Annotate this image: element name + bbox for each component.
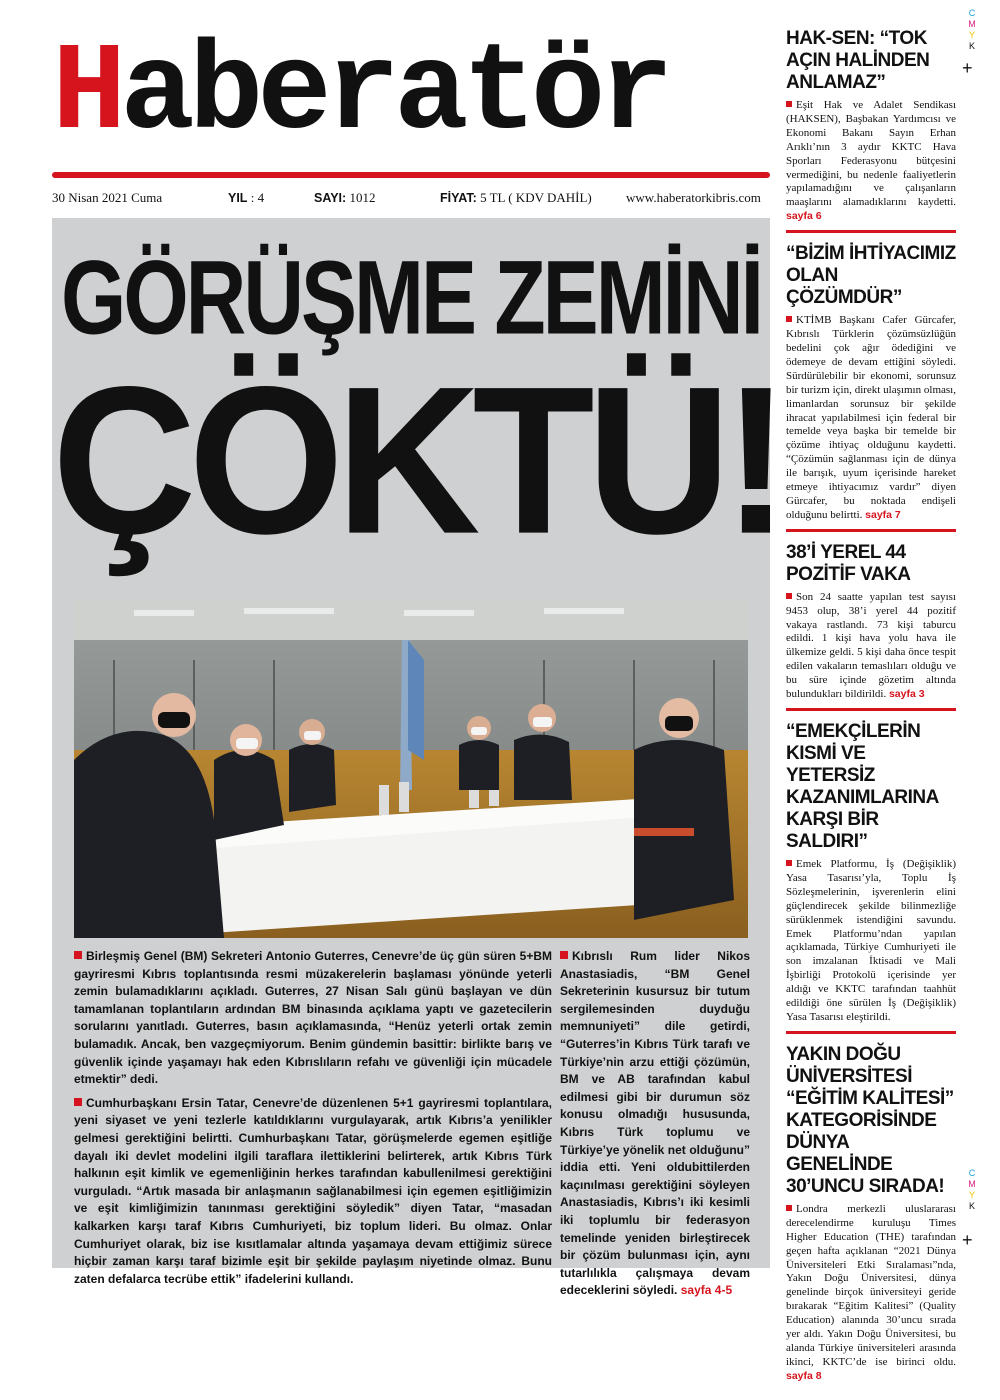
sidebar-story-neu — [786, 1044, 956, 1390]
lead-story — [52, 218, 782, 1298]
lead-paragraph-1: Birleşmiş Genel (BM) Sekreteri Antonio Guterres, Cenevre’de üç gün süren 5+BM gayriresmi Kıbrıs toplantısında resmi müzakerelerin başlaması yönünde yeterli zemin bulamadıklarını açıkladı. Guterres, 27 Nisan Salı günü başlayan ve dün tamamlanan toplantıların ardından BM binasında açıklama yaptı ve gazetecilerin sorularını yanıtladı. Guterres, basın açıklamasında, “Henüz yeterli ortak zemin bulamadık. Ancak, ben vazgeçmiyorum. Benim gündemin basittir: birlikte barış ve güvenlik içinde yaşamayı hak eden Kıbrıslıların refahı ve güvenliği için mücadele etmektir” dedi. — [74, 949, 552, 1087]
cmyk-mark-top: C M Y K — [968, 8, 976, 51]
website-link[interactable]: www.haberatorkibris.com — [626, 190, 761, 205]
lead-article-left — [74, 948, 552, 1294]
bullet-square-icon — [74, 951, 82, 959]
story-body: Emek Platformu, İş (Değişiklik) Yasa Tasarısı’yla, Toplu İş Sözleşmelerinin, işverenlerin elini güçlendirecek şekilde bilinmezliğe sürüklenmek istendiğini savundu. Emek Platformu’ndan yapılan açıklamada, Türkiye Cumhuriyeti ile son imzalanan İktisadi ve Mali İşbirliği Protokolü içerisinde yer aldığı ve KKTC tarafından taahhüt edildiği öne sürülen İş (Değişiklik) Yasa Tasarısı eleştirildi. — [786, 858, 956, 1023]
headline-line-1: GÖRÜŞME ZEMİNİ — [60, 238, 761, 356]
bullet-square-icon — [786, 593, 792, 599]
cmyk-mark-bottom: C M Y K — [968, 1168, 976, 1211]
story-title: “BİZİM İHTİYACIMIZ OLAN ÇÖZÜMDÜR” — [786, 243, 956, 309]
story-body: Eşit Hak ve Adalet Sendikası (HAKSEN), Başbakan Yardımcısı ve Ekonomi Bakanı Sayın Erhan Arıklı’nın 3 aydır KKTC Hava Sporları Federasyonu bütçesini vermediğini, bu nedenle faaliyetlerin yapılamadığını ve çalışanların maaşlarını alamadıklarını kaydetti. sayfa 6 — [786, 99, 956, 223]
story-title: 38’İ YEREL 44 POZİTİF VAKA — [786, 541, 911, 585]
issue-info-bar — [52, 190, 770, 208]
story-title: YAKIN DOĞU ÜNİVERSİTESİ “EĞİTİM KALİTESİ” KATEGORİSİNDE DÜNYA GENELİNDE 30’UNCU SIRADA! — [786, 1043, 954, 1197]
story-body: KTİMB Başkanı Cafer Gürcafer, Kıbrıslı Türklerin çözümsüzlüğün bedelini çok ağır ödediğini ve ödemeye de devam ettiğini söyledi. Sürdürülebilir bir ekonomi, sorunsuz bir turizm için, direkt ulaşımın olması, limanlardan sorunsuz bir şekilde ihracat yapılabilmesi için federal bir temelde veya başka bir temelde bir çözüme ihtiyaç olduğunu kaydetti. “Çözümün sağlanması için de dünya ile barışık, uyum içerisinde hareket etmeye ihtiyacımız vardır” diyen Gürcafer, bu noktada endişeli olduğunu belirtti. sayfa 7 — [786, 314, 956, 521]
sidebar-story-covid — [786, 542, 956, 711]
masthead — [52, 14, 770, 184]
bullet-square-icon — [786, 101, 792, 107]
bullet-square-icon — [786, 1205, 792, 1211]
story-title: HAK-SEN: “TOK AÇIN HALİNDEN ANLAMAZ” — [786, 28, 930, 93]
page-reference[interactable]: sayfa 3 — [888, 688, 925, 701]
registration-cross-icon: + — [962, 1230, 973, 1250]
logo-first-letter: H — [52, 25, 121, 165]
lead-paragraph-3: Kıbrıslı Rum lider Nikos Anastasiadis, “BM Genel Sekreterinin kusursuz bir tutum sergilemesinden duyduğu memnuniyeti” dile getirdi, “Guterres’in Kıbrıs Türk tarafı ve Türkiye’nin arzu ettiği çözümün, BM ve AB tarafından kabul edilmesi gibi bir durumun söz konusu olmadığı hususunda, Kıbrıs Türk toplumu ve Türkiye’ye yönelik net olduğunu” iddia etti. Yeni oldubittilerden kaçınılması gerektiğini söyleyen Anastasiadis, Kıbrıs’ı iki kesimli iki toplumlu bir federasyon temelinde yeniden birleştirecek bir çözüm bulunması için, aynı tutarlılıkla çalışmaya devam edeceklerini söyledi. sayfa 4-5 — [560, 949, 750, 1298]
lead-paragraph-2: Cumhurbaşkanı Ersin Tatar, Cenevre’de düzenlenen 5+1 gayriresmi toplantılara, yeni siyaset ve yeni tezlerle katıldıklarını vurgulayarak, artık Kıbrıs’a yenilikler gelmesi gerektiğini belirtti. Cumhurbaşkanı Tatar, görüşmelerde egemen eşitliğe dayalı iki devlet modelini ilgili taraflara ilettiklerini belirterek, artık Kıbrıs Türk halkının eşit kimlik ve egemenliğinin herkes tarafından kabullenilmesi gerektiğini vurguladı. “Artık masada bir anlaşmanın sağlanabilmesi için egemen eşitliğimizin ve eşit kimliğimizin tanınması gerektiğini söyledik” diyen Tatar, “masadan kalkarken karşı taraf Kıbrıs Cumhuriyeti, biz toplum lideri. Bu olmaz. Onlar Cumhuriyet olarak, biz ise kısıtlamalar altında yaşamaya devam ettiğimiz sürece hiçbir zaman karşı taraf bizimle eşit bir şekilde paylaşım niyetinde olmaz. Bunu zaten defalarca tecrübe ettik” ifadelerini kullandı. — [74, 1095, 552, 1286]
sidebar-story-ktimb — [786, 243, 956, 532]
story-body: Londra merkezli uluslararası derecelendirme kuruluşu Times Higher Education (THE) tarafından geçen hafta açıklanan “2021 Dünya Üniversiteleri Etki Sıralaması”nda, Yakın Doğu Üniversitesi, dünya genelinde birçok üniversiteyi geride bırakarak “Eğitim Kalitesi” (Quality Education) alanında 30’uncu sırada yer aldı. Yakın Doğu Üniversitesi, bu alanda Türkiye üniversiteleri arasında ikinci, KKTC’de ise birinci oldu. sayfa 8 — [786, 1202, 956, 1382]
story-title: “EMEKÇİLERİN KISMİ VE YETERSİZ KAZANIMLARINA KARŞI BİR SALDIRI” — [786, 721, 939, 852]
sidebar-story-emek — [786, 721, 956, 1034]
page-reference[interactable]: sayfa 8 — [786, 1369, 822, 1382]
page-reference[interactable]: sayfa 7 — [865, 508, 901, 521]
registration-cross-icon: + — [962, 58, 973, 78]
logo-underline — [52, 172, 770, 178]
page-reference[interactable]: sayfa 4-5 — [680, 1283, 733, 1298]
issue-date: 30 Nisan 2021 Cuma — [52, 190, 163, 205]
lead-article-right — [560, 948, 750, 1306]
meeting-photo — [74, 600, 748, 938]
bullet-square-icon — [560, 951, 568, 959]
bullet-square-icon — [786, 860, 792, 866]
logo-rest: aberatör — [120, 25, 668, 165]
issue-number: SAYI: 1012 — [314, 190, 376, 205]
bullet-square-icon — [786, 316, 792, 322]
story-body: Son 24 saatte yapılan test sayısı 9453 olup, 38’i yerel 44 pozitif vakaya rastlandı. 73 kişi taburcu edildi. 1 kişi hava yolu hava ile ülkemize geldi. 5 kişi daha önce tespit edilen vakaların temaslıları olduğu ve bu süre içinde gözetim altında bulundukları bildirildi. sayfa 3 — [786, 590, 956, 701]
headline-line-2: ÇÖKTÜ! — [52, 343, 782, 578]
sidebar-story-haksen — [786, 28, 956, 233]
newspaper-logo — [52, 14, 770, 179]
logo-wordmark — [52, 20, 668, 170]
page-reference[interactable]: sayfa 6 — [786, 210, 822, 223]
bullet-square-icon — [74, 1098, 82, 1106]
issue-year: YIL : 4 — [228, 190, 265, 205]
sidebar-news — [786, 28, 956, 1400]
issue-price: FİYAT: 5 TL ( KDV DAHİL) — [440, 190, 592, 205]
